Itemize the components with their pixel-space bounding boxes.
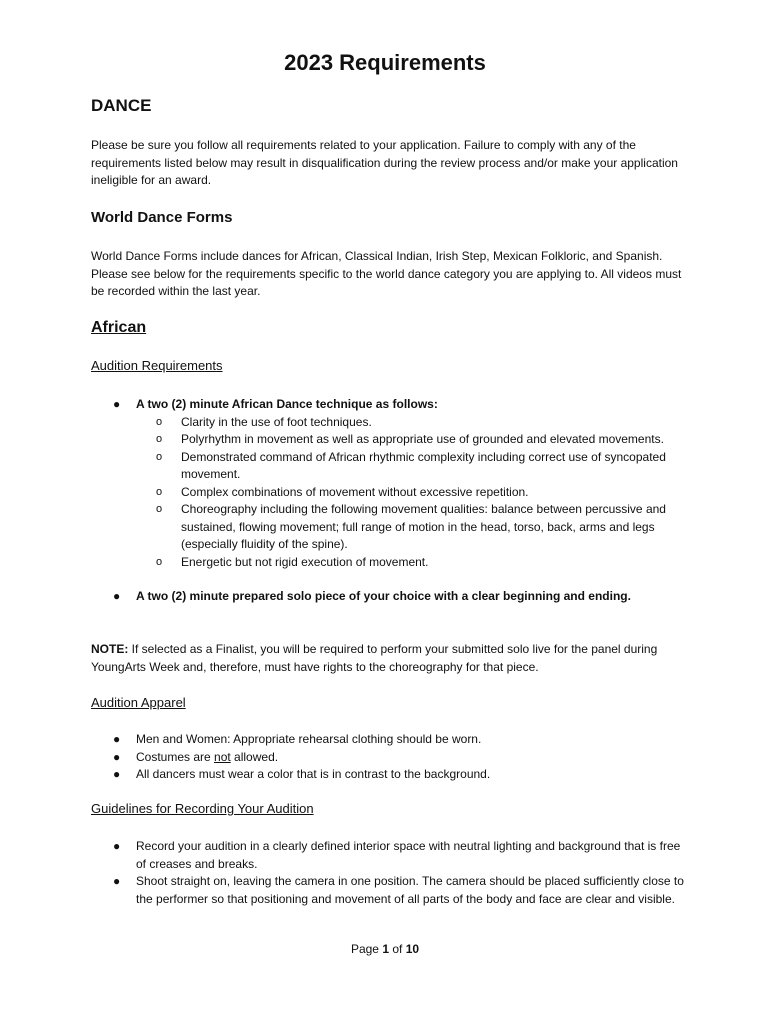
circle-bullet-icon: o xyxy=(156,485,163,498)
list-item: o Clarity in the use of foot techniques. xyxy=(136,414,691,432)
page-number: 1 xyxy=(382,942,389,956)
note-paragraph xyxy=(91,641,691,676)
bullet-icon: ● xyxy=(113,767,121,781)
list-item: ● Costumes are not allowed. xyxy=(91,749,691,767)
bullet-icon: ● xyxy=(113,397,121,411)
page-footer: Page 1 of 10 xyxy=(350,942,420,956)
bullet-icon: ● xyxy=(113,749,121,764)
circle-bullet-icon: o xyxy=(156,503,163,515)
bullet-icon: ● xyxy=(113,839,121,853)
note-label: NOTE: xyxy=(91,642,129,656)
list-item: ● A two (2) minute prepared solo piece of your choice with a clear beginning and ending. xyxy=(91,588,691,606)
world-dance-paragraph: World Dance Forms include dances for African, Classical Indian, Irish Step, Mexican Folkloric, and Spanish. Please see below for the requirements specific to the world dance category you are applying to. All videos must be recorded within the last year. xyxy=(91,249,682,298)
list-item: ● Men and Women: Appropriate rehearsal clothing should be worn. xyxy=(91,731,691,749)
note-text: If selected as a Finalist, you will be required to perform your submitted solo live for the panel during YoungArts Week and, therefore, must have rights to the choreography for that piece. xyxy=(91,642,658,674)
circle-bullet-icon: o xyxy=(156,415,163,428)
african-heading: African xyxy=(91,319,147,336)
list-item: o Demonstrated command of African rhythmic complexity including correct use of syncopated movement. xyxy=(156,449,666,481)
circle-bullet-icon: o xyxy=(156,450,163,463)
recording-guidelines-heading: Guidelines for Recording Your Audition xyxy=(91,801,314,816)
audition-apparel-heading: Audition Apparel xyxy=(91,695,186,710)
technique-sublist xyxy=(136,414,691,572)
page-title: 2023 Requirements xyxy=(284,50,486,75)
audition-requirements-list xyxy=(91,396,691,606)
list-item: o Complex combinations of movement without excessive repetition. xyxy=(136,484,691,502)
list-item: o Energetic but not rigid execution of movement. xyxy=(136,554,691,572)
circle-bullet-icon: o xyxy=(156,555,163,568)
list-item: ● A two (2) minute African Dance technique as follows: o Clarity in the use of foot techniques. o Polyrhythm in movement as well as appropriate use of grounded and elevated movements. o Demonstrated command of African rhythmic complexity including correct use of syncopated movement. o Complex combinations of movement without excessive repetition. o Choreography including the following movement qualities: balance between percussive and sustained, flowing movement; full range of motion in the head, torso, back, arms and legs (especially fluidity of the spine). o Energetic but not rigid execution of movement. xyxy=(91,396,691,571)
list-item: o Polyrhythm in movement as well as appropriate use of grounded and elevated movements. xyxy=(136,431,691,449)
list-item: ● All dancers must wear a color that is in contrast to the background. xyxy=(91,766,691,784)
intro-paragraph: Please be sure you follow all requirements related to your application. Failure to comply with any of the requirements listed below may result in disqualification during the review process and/or make your application ineligible for an award. xyxy=(91,138,678,187)
audition-requirements-heading: Audition Requirements xyxy=(91,358,223,373)
recording-guidelines-list xyxy=(91,838,691,908)
list-item: ● Record your audition in a clearly defined interior space with neutral lighting and background that is free of creases and breaks. xyxy=(113,839,681,871)
apparel-list xyxy=(91,731,691,784)
bullet-icon: ● xyxy=(113,589,121,603)
page-total: 10 xyxy=(405,942,420,956)
section-heading-dance: DANCE xyxy=(91,96,152,115)
circle-bullet-icon: o xyxy=(156,433,163,445)
list-item: o Choreography including the following movement qualities: balance between percussive and sustained, flowing movement; full range of motion in the head, torso, back, arms and legs (especially fluidity of the spine). xyxy=(156,502,666,551)
bullet-icon: ● xyxy=(113,732,121,746)
world-dance-heading: World Dance Forms xyxy=(91,209,233,226)
list-item: ● Shoot straight on, leaving the camera in one position. The camera should be placed sufficiently close to the performer so that positioning and movement of all parts of the body and face are clear and visible. xyxy=(113,874,684,906)
bullet-icon: ● xyxy=(113,874,121,888)
